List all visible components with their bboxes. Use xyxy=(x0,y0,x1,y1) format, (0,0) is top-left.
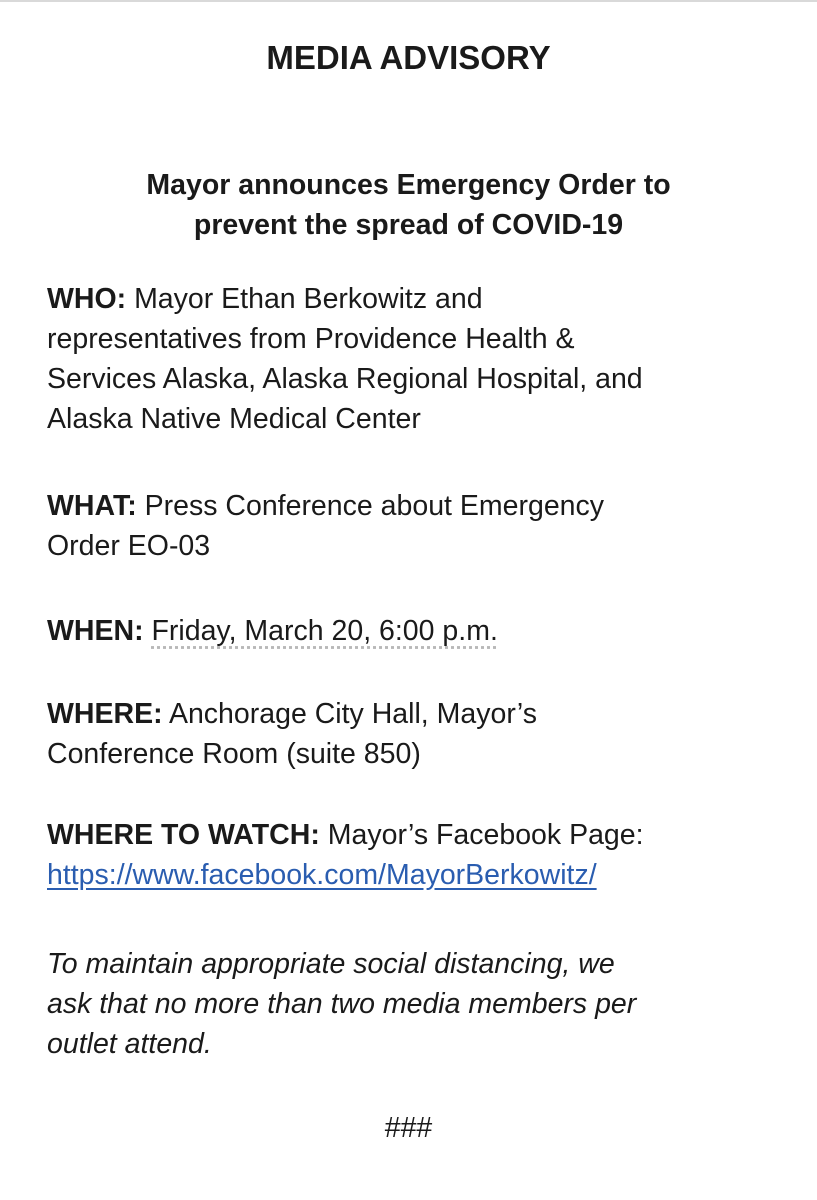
when-label: WHEN: xyxy=(47,615,144,647)
who-text-line-4: Alaska Native Medical Center xyxy=(47,403,421,435)
social-distancing-note xyxy=(47,944,787,1064)
headline xyxy=(0,165,817,245)
who-text-line-1: Mayor Ethan Berkowitz and xyxy=(134,283,483,315)
who-label: WHO: xyxy=(47,283,127,315)
note-line-2: ask that no more than two media members per xyxy=(47,988,637,1020)
facebook-page-link[interactable]: https://www.facebook.com/MayorBerkowitz/ xyxy=(47,859,597,891)
what-label: WHAT: xyxy=(47,490,137,522)
end-mark: ### xyxy=(384,1112,433,1144)
note-line-3: outlet attend. xyxy=(47,1028,212,1060)
headline-line-1: Mayor announces Emergency Order to xyxy=(146,169,671,201)
note-line-1: To maintain appropriate social distancing, we xyxy=(47,948,615,980)
when-section xyxy=(47,611,787,651)
where-text-line-2: Conference Room (suite 850) xyxy=(47,738,421,770)
where-to-watch-section xyxy=(47,815,787,895)
where-text-line-1: Anchorage City Hall, Mayor’s xyxy=(168,698,537,730)
document-title: MEDIA ADVISORY xyxy=(266,39,551,76)
who-text-line-2: representatives from Providence Health & xyxy=(47,323,575,355)
where-label: WHERE: xyxy=(47,698,163,730)
who-text-line-3: Services Alaska, Alaska Regional Hospital, and xyxy=(47,363,643,395)
what-text-line-1: Press Conference about Emergency xyxy=(144,490,605,522)
headline-line-2: prevent the spread of COVID-19 xyxy=(193,209,624,241)
where-section xyxy=(47,694,787,774)
where-to-watch-text: Mayor’s Facebook Page: xyxy=(327,819,644,851)
who-section xyxy=(47,279,787,439)
what-section xyxy=(47,486,787,566)
what-text-line-2: Order EO-03 xyxy=(47,530,211,562)
where-to-watch-label: WHERE TO WATCH: xyxy=(47,819,320,851)
when-date-time[interactable]: Friday, March 20, 6:00 p.m. xyxy=(151,615,498,647)
